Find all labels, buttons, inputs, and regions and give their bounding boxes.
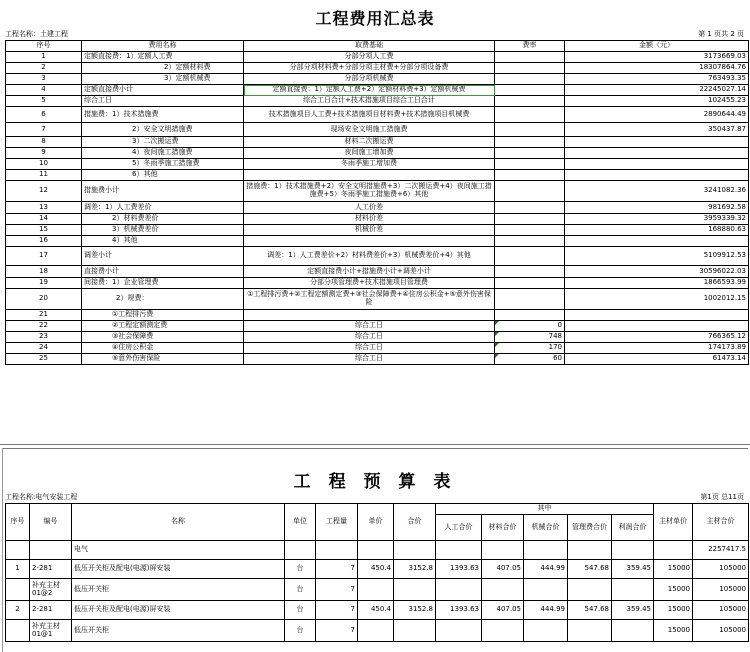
summary-row-rate [495, 310, 565, 321]
summary-row [6, 96, 749, 107]
summary-row [6, 236, 749, 247]
header-name: 费用名称 [82, 41, 244, 52]
summary-row [6, 159, 749, 170]
summary-row-no: 16 [6, 236, 82, 247]
summary-row-no: 22 [6, 321, 82, 332]
budget-cell-mgmt: 547.68 [568, 560, 612, 579]
summary-row-name: ②工程定额测定费 [82, 321, 244, 332]
budget-cell-labor [436, 620, 482, 642]
summary-row-name: 2）安全文明措施费 [82, 123, 244, 137]
summary-row-base: 综合工日 [244, 332, 495, 343]
summary-row-amount: 168880.63 [565, 225, 749, 236]
summary-row-base: 综合工日 [244, 354, 495, 365]
summary-row-no: 24 [6, 343, 82, 354]
budget-header-main-total: 主材合价 [693, 504, 749, 541]
summary-row-name: 直接费小计 [82, 266, 244, 278]
summary-row [6, 225, 749, 236]
summary-row-rate [495, 181, 565, 202]
summary-row [6, 74, 749, 85]
budget-cell-labor: 1393.63 [436, 601, 482, 620]
budget-cell-total [394, 620, 436, 642]
summary-row-amount: 174173.89 [565, 343, 749, 354]
budget-cell-labor [436, 579, 482, 601]
budget-header-price: 单价 [358, 504, 394, 541]
summary-row-rate [495, 289, 565, 310]
summary-row-base: 分部分项机械费 [244, 74, 495, 85]
summary-row-base [244, 236, 495, 247]
summary-row [6, 214, 749, 225]
summary-row-no: 4 [6, 85, 82, 96]
summary-row-rate [495, 225, 565, 236]
summary-row-rate [495, 266, 565, 278]
budget-cell-total: 3152.8 [394, 601, 436, 620]
summary-row-rate [495, 63, 565, 74]
summary-row-name: 调差：1）人工费差价 [82, 202, 244, 214]
budget-header-name: 名称 [72, 504, 285, 541]
summary-row-base: 综合工日 [244, 343, 495, 354]
summary-row-no: 12 [6, 181, 82, 202]
summary-row-name: 6）其他 [82, 170, 244, 181]
budget-cell-price [358, 620, 394, 642]
summary-row-no: 10 [6, 159, 82, 170]
budget-cell-no: 2 [6, 601, 30, 620]
budget-cell-total [394, 579, 436, 601]
summary-row-base [244, 310, 495, 321]
summary-row-name: 措施费小计 [82, 181, 244, 202]
budget-header-mgmt: 管理费合价 [568, 515, 612, 541]
summary-row-rate [495, 107, 565, 123]
summary-row-amount: 102455.23 [565, 96, 749, 107]
summary-row-no: 13 [6, 202, 82, 214]
summary-row-base: 定额直接费小计+措施费小计+调差小计 [244, 266, 495, 278]
summary-row-amount: 3241082.36 [565, 181, 749, 202]
summary-row-no: 11 [6, 170, 82, 181]
summary-row-name: 调差小计 [82, 247, 244, 266]
page-separator-2 [2, 448, 748, 449]
budget-cell-name: 低压开关柜及配电(电源)屏安装 [72, 560, 285, 579]
budget-cell-total: 3152.8 [394, 560, 436, 579]
summary-row-name: 定额直接费：1）定额人工费 [82, 52, 244, 63]
summary-row-amount: 766365.12 [565, 332, 749, 343]
summary-row-amount: 981692.58 [565, 202, 749, 214]
summary-row-amount [565, 321, 749, 332]
summary-row-no: 20 [6, 289, 82, 310]
summary-row-amount: 3959339.32 [565, 214, 749, 225]
summary-row-amount: 61473.14 [565, 354, 749, 365]
summary-row-base: 综合工日 [244, 321, 495, 332]
budget-cell-machine [524, 620, 568, 642]
budget-cell-material: 407.05 [482, 601, 524, 620]
summary-row-base: 分部分项管理费+技术措施项目管理费 [244, 278, 495, 289]
summary-row [6, 148, 749, 159]
summary-row [6, 137, 749, 148]
summary-row [6, 343, 749, 354]
summary-row-rate [495, 52, 565, 63]
budget-cell-unit: 台 [285, 620, 316, 642]
summary-row-base: 现场安全文明施工措施费 [244, 123, 495, 137]
summary-row [6, 170, 749, 181]
summary-row-rate [495, 202, 565, 214]
summary-row-rate: 170 [495, 343, 565, 354]
summary-row-amount: 350437.87 [565, 123, 749, 137]
budget-cell-main-price: 15000 [654, 601, 693, 620]
summary-row-no: 14 [6, 214, 82, 225]
summary-row-no: 1 [6, 52, 82, 63]
budget-header-unit: 单位 [285, 504, 316, 541]
summary-row-no: 6 [6, 107, 82, 123]
budget-table [5, 503, 749, 642]
summary-row-amount [565, 310, 749, 321]
summary-row [6, 181, 749, 202]
header-base: 取费基础 [244, 41, 495, 52]
budget-cell-code: 2-281 [30, 560, 72, 579]
summary-row-rate [495, 85, 565, 96]
summary-row [6, 321, 749, 332]
summary-row-rate [495, 74, 565, 85]
budget-cell-profit: 359.45 [612, 601, 654, 620]
budget-cell-unit: 台 [285, 601, 316, 620]
summary-header-row [6, 41, 749, 52]
summary-row-amount [565, 148, 749, 159]
summary-row-base: 措施费：1）技术措施费+2）安全文明措施费+3）二次搬运费+4）夜间施工措施费+5）冬雨季施工措施费+6）其他 [244, 181, 495, 202]
budget-header-machine: 机械合价 [524, 515, 568, 541]
summary-row-no: 7 [6, 123, 82, 137]
budget-header-labor: 人工合价 [436, 515, 482, 541]
summary-page-info: 第 1 页共 2 页 [698, 30, 744, 38]
budget-cell-labor: 1393.63 [436, 560, 482, 579]
budget-cell-mgmt [568, 620, 612, 642]
summary-row [6, 247, 749, 266]
budget-cell-main-total: 105000 [693, 560, 749, 579]
budget-cell-no: 1 [6, 560, 30, 579]
summary-row-no: 21 [6, 310, 82, 321]
budget-header-group: 其中 [436, 504, 654, 515]
summary-row-rate [495, 159, 565, 170]
summary-row-name: ⑤意外伤害保险 [82, 354, 244, 365]
summary-row-amount [565, 170, 749, 181]
summary-row-amount: 1002012.15 [565, 289, 749, 310]
budget-cell-code: 补充主材01@1 [30, 620, 72, 642]
budget-header-code: 编号 [30, 504, 72, 541]
summary-row-name: ③社会保障费 [82, 332, 244, 343]
budget-cell-qty: 7 [316, 620, 358, 642]
budget-cell-price [358, 579, 394, 601]
summary-row-name: 间接费：1）企业管理费 [82, 278, 244, 289]
summary-row [6, 123, 749, 137]
budget-cell-main-price: 15000 [654, 560, 693, 579]
summary-row [6, 63, 749, 74]
budget-cell-machine: 444.99 [524, 601, 568, 620]
budget-cell-profit: 359.45 [612, 560, 654, 579]
summary-row [6, 202, 749, 214]
budget-cell-material [482, 579, 524, 601]
page-separator [0, 444, 750, 445]
summary-row [6, 310, 749, 321]
summary-row [6, 278, 749, 289]
summary-row-name: ④住房公积金 [82, 343, 244, 354]
budget-header-qty: 工程量 [316, 504, 358, 541]
budget-cell-mgmt: 547.68 [568, 601, 612, 620]
header-rate: 费率 [495, 41, 565, 52]
budget-cell-machine: 444.99 [524, 560, 568, 579]
summary-row-no: 15 [6, 225, 82, 236]
summary-row-base: ①工程排污费+②工程定额测定费+③社会保障费+④住房公积金+⑤意外伤害保险 [244, 289, 495, 310]
summary-row [6, 289, 749, 310]
summary-row-rate [495, 123, 565, 137]
budget-cell-mgmt [568, 579, 612, 601]
budget-cell-no [6, 579, 30, 601]
budget-cell-qty: 7 [316, 560, 358, 579]
budget-cell-qty: 7 [316, 579, 358, 601]
budget-cell-machine [524, 579, 568, 601]
summary-row [6, 354, 749, 365]
summary-project-label: 工程名称：土建工程 [5, 30, 68, 38]
summary-row-base: 调差：1）人工费差价+2）材料费差价+3）机械费差价+4）其他 [244, 247, 495, 266]
summary-row [6, 332, 749, 343]
summary-row-rate [495, 278, 565, 289]
budget-header-total: 合价 [394, 504, 436, 541]
summary-row-amount: 1866593.99 [565, 278, 749, 289]
summary-row-amount: 763493.35 [565, 74, 749, 85]
budget-cell-main-total: 105000 [693, 620, 749, 642]
budget-cell-main-price: 15000 [654, 620, 693, 642]
summary-row-base [244, 170, 495, 181]
summary-row-base: 分部分项材料费+分部分项主材费+分部分项设备费 [244, 63, 495, 74]
budget-cell-unit: 台 [285, 579, 316, 601]
summary-row-no: 19 [6, 278, 82, 289]
budget-cell-name: 低压开关柜 [72, 620, 285, 642]
summary-row-rate [495, 96, 565, 107]
budget-cell-code: 2-281 [30, 601, 72, 620]
budget-cell-material: 407.05 [482, 560, 524, 579]
budget-section-name: 电气 [72, 541, 285, 560]
summary-row-name: 2）材料费差价 [82, 214, 244, 225]
summary-row-no: 9 [6, 148, 82, 159]
summary-row-no: 8 [6, 137, 82, 148]
budget-cell-main-total: 105000 [693, 601, 749, 620]
summary-row-base: 人工价差 [244, 202, 495, 214]
summary-row-rate [495, 148, 565, 159]
budget-header-material: 材料合价 [482, 515, 524, 541]
summary-row-amount: 30596022.03 [565, 266, 749, 278]
summary-row-base: 综合工日合计+技术措施项目综合工日合计 [244, 96, 495, 107]
summary-title: 工程费用汇总表 [315, 9, 435, 28]
budget-row [6, 560, 749, 579]
summary-row-rate [495, 247, 565, 266]
budget-cell-main-price: 15000 [654, 579, 693, 601]
budget-section-main-total: 2257417.5 [693, 541, 749, 560]
summary-row-rate [495, 137, 565, 148]
summary-row-no: 5 [6, 96, 82, 107]
budget-project-label: 工程名称:电气安装工程 [5, 493, 78, 501]
header-amount: 金额（元） [565, 41, 749, 52]
summary-row-rate: 748 [495, 332, 565, 343]
summary-row-rate [495, 170, 565, 181]
summary-row-rate: 60 [495, 354, 565, 365]
summary-row-base: 技术措施项目人工费+技术措施项目材料费+技术措施项目机械费 [244, 107, 495, 123]
summary-row-amount [565, 137, 749, 148]
summary-row-name: 5）冬雨季施工措施费 [82, 159, 244, 170]
budget-cell-no [6, 620, 30, 642]
summary-row-name: ①工程排污费 [82, 310, 244, 321]
summary-row-amount [565, 159, 749, 170]
budget-header-main-price: 主材单价 [654, 504, 693, 541]
budget-cell-unit: 台 [285, 560, 316, 579]
summary-row-base: 冬雨季施工增加费 [244, 159, 495, 170]
summary-row-name: 措施费：1）技术措施费 [82, 107, 244, 123]
summary-row [6, 266, 749, 278]
summary-table [5, 40, 749, 365]
summary-row-no: 18 [6, 266, 82, 278]
summary-row-base: 夜间施工增加费 [244, 148, 495, 159]
summary-row-no: 25 [6, 354, 82, 365]
summary-row [6, 85, 749, 96]
budget-cell-price: 450.4 [358, 560, 394, 579]
budget-row [6, 620, 749, 642]
budget-header-no: 序号 [6, 504, 30, 541]
summary-row-no: 2 [6, 63, 82, 74]
summary-row-no: 17 [6, 247, 82, 266]
budget-title: 工 程 预 算 表 [293, 472, 457, 492]
budget-cell-qty: 7 [316, 601, 358, 620]
summary-row-amount: 22245027.14 [565, 85, 749, 96]
budget-cell-profit [612, 579, 654, 601]
summary-row-rate [495, 236, 565, 247]
summary-row-base: 定额直接费：1）定额人工费+2）定额材料费+3）定额机械费 [244, 85, 495, 96]
summary-row-name: 2）定额材料费 [82, 63, 244, 74]
summary-row-base: 材料二次搬运费 [244, 137, 495, 148]
summary-row-no: 3 [6, 74, 82, 85]
summary-row-amount: 18307864.76 [565, 63, 749, 74]
summary-row-name: 4）其他 [82, 236, 244, 247]
summary-row [6, 107, 749, 123]
budget-row [6, 601, 749, 620]
summary-row-name: 定额直接费小计 [82, 85, 244, 96]
budget-page-info: 第1页 总11页 [700, 493, 744, 501]
summary-row-amount: 5109912.53 [565, 247, 749, 266]
summary-row-name: 综合工日 [82, 96, 244, 107]
summary-row-base: 机械价差 [244, 225, 495, 236]
budget-row [6, 579, 749, 601]
budget-cell-code: 补充主材01@2 [30, 579, 72, 601]
summary-row-name: 3）机械费差价 [82, 225, 244, 236]
budget-section-row [6, 541, 749, 560]
budget-header-profit: 利润合价 [612, 515, 654, 541]
summary-row-rate [495, 214, 565, 225]
budget-cell-profit [612, 620, 654, 642]
budget-cell-price: 450.4 [358, 601, 394, 620]
budget-cell-name: 低压开关柜及配电(电源)屏安装 [72, 601, 285, 620]
summary-row-no: 23 [6, 332, 82, 343]
summary-row-name: 3）定额机械费 [82, 74, 244, 85]
summary-row-name: 3）二次搬运费 [82, 137, 244, 148]
summary-row-amount: 3173669.03 [565, 52, 749, 63]
summary-row-base: 材料价差 [244, 214, 495, 225]
summary-row [6, 52, 749, 63]
summary-row-amount [565, 236, 749, 247]
summary-row-amount: 2890644.49 [565, 107, 749, 123]
summary-row-base: 分部分项人工费 [244, 52, 495, 63]
budget-cell-name: 低压开关柜 [72, 579, 285, 601]
summary-row-name: 4）夜间施工措施费 [82, 148, 244, 159]
budget-cell-main-total: 105000 [693, 579, 749, 601]
summary-row-rate: 0 [495, 321, 565, 332]
header-no: 序号 [6, 41, 82, 52]
summary-row-name: 2）规费： [82, 289, 244, 310]
budget-cell-material [482, 620, 524, 642]
